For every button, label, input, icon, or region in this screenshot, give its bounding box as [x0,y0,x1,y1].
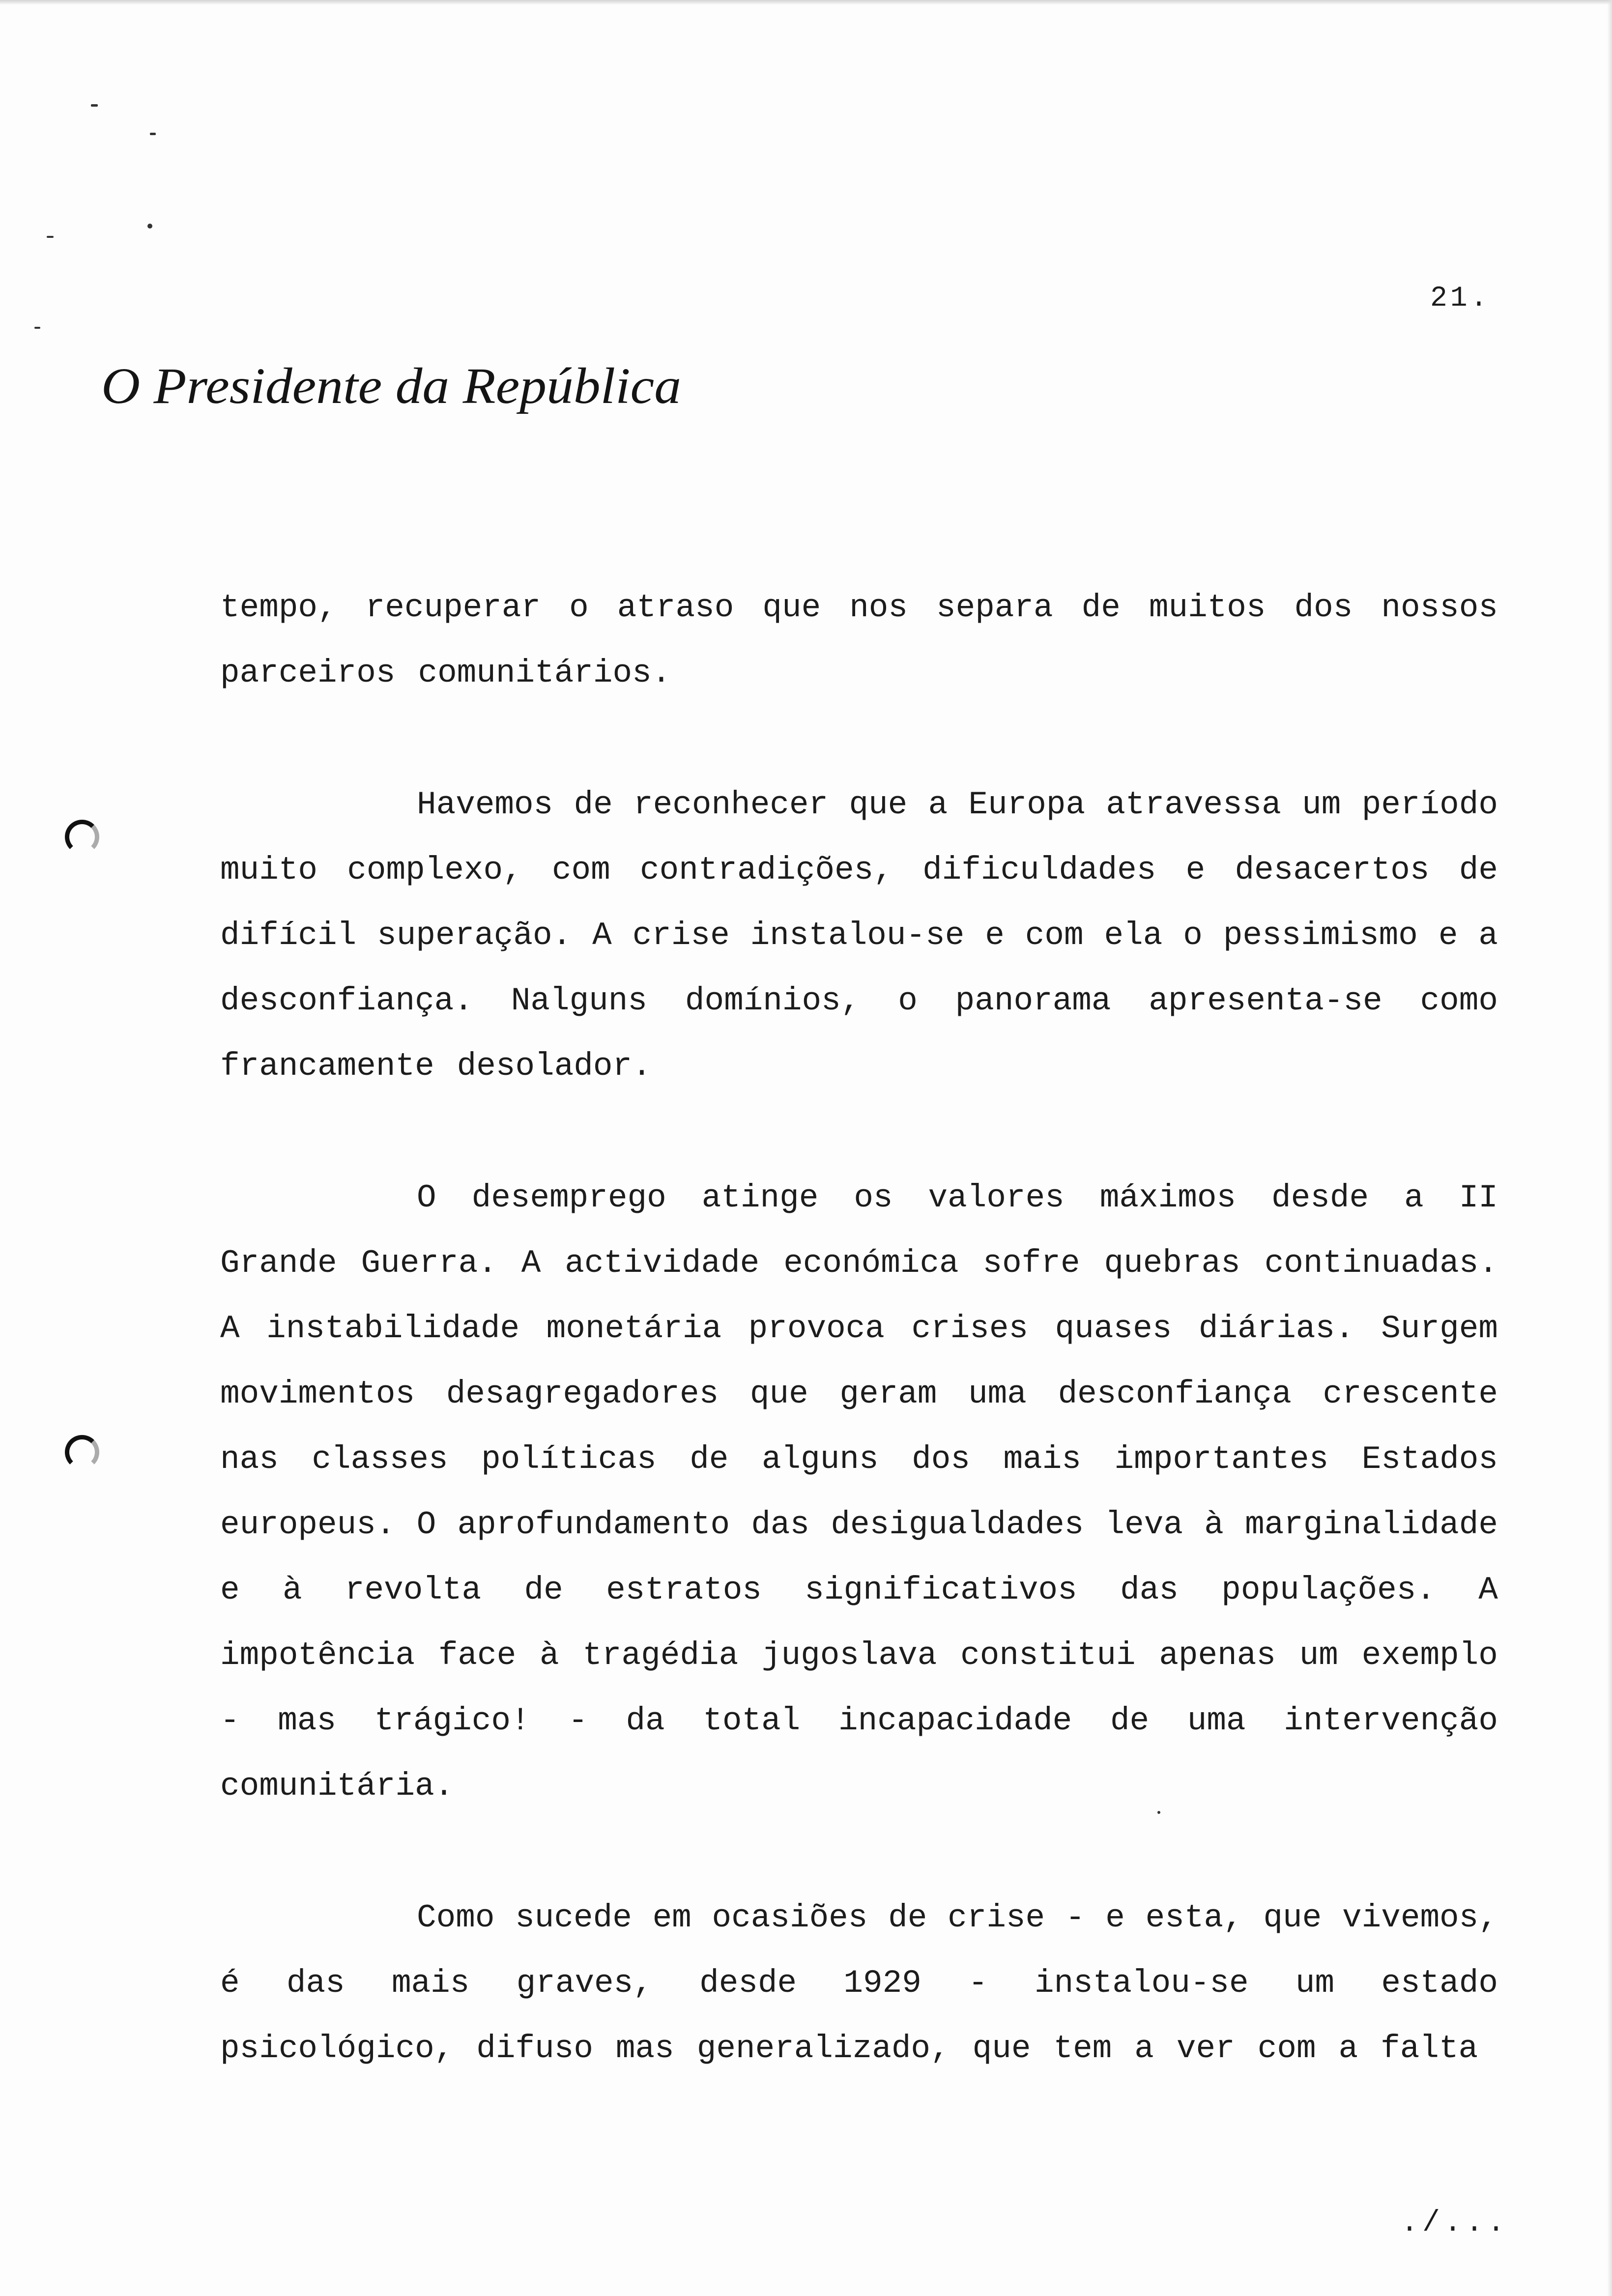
scan-speck [147,224,152,229]
continuation-mark: ./... [1401,2207,1509,2240]
text-line: O desemprego atinge os valores máximos desde a II [417,1179,1498,1216]
page-number: 21. [1430,283,1491,315]
text-line: francamente desolador. [220,1048,652,1085]
text-line: A instabilidade monetária provoca crises quases diárias. Surgem [220,1310,1498,1347]
text-line: impotência face à tragédia jugoslava constitui apenas um exemplo [220,1637,1498,1674]
paragraph [220,1165,1498,1819]
letterhead-text: O Presidente da República [101,358,681,414]
text-line: Havemos de reconhecer que a Europa atravessa um período [417,786,1498,823]
scan-speck [34,327,40,329]
scan-speck [91,104,98,107]
text-line: tempo, recuperar o atraso que nos separa de muitos dos nossos [220,589,1498,626]
text-line: é das mais graves, desde 1929 - instalou-se um estado [220,1965,1498,2002]
text-line: e à revolta de estratos significativos das populações. A [220,1572,1498,1608]
paragraph [220,1885,1498,2081]
text-line: parceiros comunitários. [220,655,671,691]
text-line: comunitária. [220,1768,454,1805]
letterhead-logo [98,349,688,423]
text-line: - mas trágico! - da total incapacidade de uma intervenção [220,1702,1498,1739]
text-line: desconfiança. Nalguns domínios, o panorama apresenta-se como [220,982,1498,1019]
text-line: difícil superação. A crise instalou-se e com ela o pessimismo e a [220,917,1498,954]
scan-edge-top [0,0,1612,5]
paragraph [220,575,1498,706]
text-line: movimentos desagregadores que geram uma desconfiança crescente [220,1376,1498,1412]
text-line: muito complexo, com contradições, dificuldades e desacertos de [220,852,1498,889]
text-line: Grande Guerra. A actividade económica sofre quebras continuadas. [220,1245,1498,1282]
text-line: psicológico, difuso mas generalizado, que tem a ver com a falta [220,2030,1478,2067]
scan-speck [150,133,156,135]
punch-hole [65,1435,99,1469]
text-line: Como sucede em ocasiões de crise - e esta, que vivemos, [417,1899,1498,1936]
paragraph [220,772,1498,1099]
text-line: nas classes políticas de alguns dos mais importantes Estados [220,1441,1498,1478]
text-line: europeus. O aprofundamento das desigualdades leva à marginalidade [220,1506,1498,1543]
punch-hole [65,820,99,854]
letter-body [220,575,1498,2148]
scan-speck [47,236,54,238]
scan-edge-right [1607,0,1612,2296]
